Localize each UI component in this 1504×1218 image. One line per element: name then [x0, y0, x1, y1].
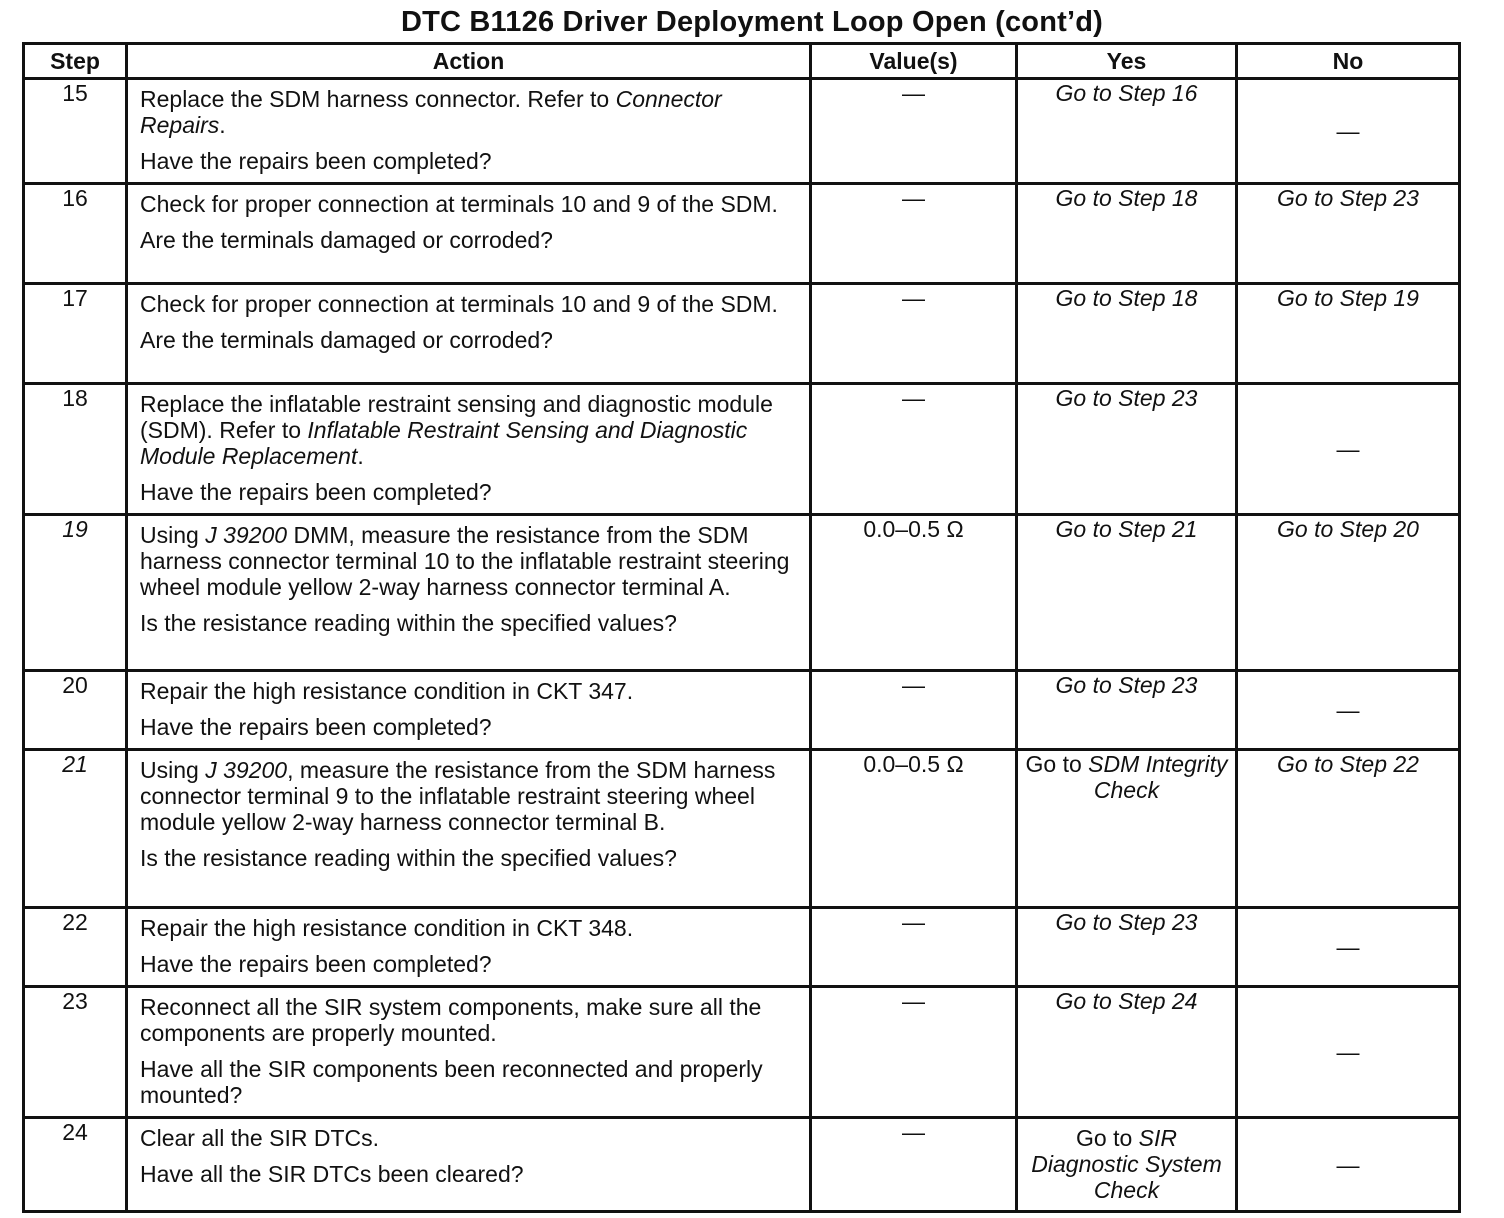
yes-cell — [1017, 184, 1237, 284]
action-text-part: Clear all the SIR DTCs. — [140, 1125, 380, 1151]
action-text — [140, 191, 799, 217]
yes-link: Go to Step 18 — [1055, 185, 1198, 211]
action-text — [140, 678, 799, 704]
yes-cell — [1017, 79, 1237, 184]
table-row — [24, 284, 1460, 384]
yes-cell — [1017, 384, 1237, 515]
diagnostic-table — [22, 42, 1461, 1213]
action-cell — [127, 184, 811, 284]
table-row — [24, 908, 1460, 987]
yes-cell — [1017, 284, 1237, 384]
action-reference: Connector Repairs — [140, 86, 722, 138]
action-text-part: . — [357, 443, 364, 469]
no-cell: — — [1237, 79, 1460, 184]
yes-text: Go to — [1076, 1125, 1139, 1151]
table-row — [24, 79, 1460, 184]
step-number: 24 — [24, 1118, 127, 1212]
value-cell: — — [811, 908, 1017, 987]
table-row — [24, 987, 1460, 1118]
action-text — [140, 994, 799, 1046]
no-cell: Go to Step 23 — [1237, 184, 1460, 284]
action-cell — [127, 79, 811, 184]
action-cell — [127, 987, 811, 1118]
action-text-part: Repair the high resistance condition in CKT 347. — [140, 678, 634, 704]
action-text-part: Replace the SDM harness connector. Refer to — [140, 86, 616, 112]
table-row — [24, 184, 1460, 284]
step-number: 19 — [24, 515, 127, 671]
value-cell: — — [811, 671, 1017, 750]
value-cell: — — [811, 79, 1017, 184]
action-question: Have the repairs been completed? — [140, 951, 492, 977]
header-row — [24, 44, 1460, 79]
step-number: 18 — [24, 384, 127, 515]
yes-link: Go to Step 24 — [1055, 988, 1198, 1014]
action-question: Are the terminals damaged or corroded? — [140, 227, 553, 253]
action-question: Have the repairs been completed? — [140, 714, 492, 740]
yes-link: Go to Step 23 — [1055, 672, 1198, 698]
no-cell: — — [1237, 987, 1460, 1118]
action-cell — [127, 515, 811, 671]
no-cell: — — [1237, 384, 1460, 515]
no-cell: Go to Step 22 — [1237, 750, 1460, 908]
step-number: 21 — [24, 750, 127, 908]
action-reference: Inflatable Restraint Sensing and Diagnostic Module Replacement — [140, 417, 748, 469]
step-number: 23 — [24, 987, 127, 1118]
step-number: 20 — [24, 671, 127, 750]
yes-link: SIR Diagnostic System Check — [1031, 1125, 1222, 1203]
action-text-part: Replace the inflatable restraint sensing and diagnostic module (SDM). Refer to — [140, 391, 773, 443]
action-question: Is the resistance reading within the specified values? — [140, 610, 677, 636]
column-header-action: Action — [127, 44, 811, 79]
action-text-part: , measure the resistance from the SDM harness connector terminal 9 to the inflatable restraint steering wheel module yellow 2-way harness connector terminal B. — [140, 757, 776, 835]
no-cell: — — [1237, 671, 1460, 750]
value-cell: 0.0–0.5 Ω — [811, 750, 1017, 908]
action-cell — [127, 671, 811, 750]
action-text-part: Using — [140, 522, 206, 548]
action-text-part: Check for proper connection at terminals 10 and 9 of the SDM. — [140, 191, 778, 217]
action-text-part: DMM, measure the resistance from the SDM harness connector terminal 10 to the inflatable restraint steering wheel module yellow 2-way harness connector terminal A. — [140, 522, 790, 600]
action-question: Have all the SIR components been reconnected and properly mounted? — [140, 1056, 763, 1108]
table-row — [24, 750, 1460, 908]
table-row — [24, 384, 1460, 515]
yes-link: Go to Step 16 — [1055, 80, 1198, 106]
page-title: DTC B1126 Driver Deployment Loop Open (cont’d) — [400, 6, 1104, 38]
action-text-part: Check for proper connection at terminals 10 and 9 of the SDM. — [140, 291, 778, 317]
action-question: Have the repairs been completed? — [140, 148, 492, 174]
table-row — [24, 1118, 1460, 1212]
action-cell — [127, 750, 811, 908]
no-cell: — — [1237, 908, 1460, 987]
step-number: 22 — [24, 908, 127, 987]
yes-text: Go to — [1025, 751, 1089, 777]
action-cell — [127, 284, 811, 384]
yes-cell — [1017, 671, 1237, 750]
no-cell: Go to Step 20 — [1237, 515, 1460, 671]
column-header-values: Value(s) — [811, 44, 1017, 79]
column-header-step: Step — [24, 44, 127, 79]
action-cell — [127, 1118, 811, 1212]
action-text — [140, 291, 799, 317]
action-text — [140, 391, 799, 469]
action-text — [140, 757, 799, 835]
value-cell: — — [811, 384, 1017, 515]
yes-link: SDM Integrity Check — [1088, 751, 1228, 803]
value-cell: — — [811, 284, 1017, 384]
value-cell: — — [811, 184, 1017, 284]
action-reference: J 39200 — [205, 757, 288, 783]
action-question: Have all the SIR DTCs been cleared? — [140, 1161, 524, 1187]
action-cell — [127, 384, 811, 515]
action-reference: J 39200 — [205, 522, 288, 548]
yes-cell — [1017, 750, 1237, 908]
action-text-part: Using — [140, 757, 206, 783]
step-number: 17 — [24, 284, 127, 384]
yes-cell — [1017, 908, 1237, 987]
action-question: Are the terminals damaged or corroded? — [140, 327, 553, 353]
action-question: Have the repairs been completed? — [140, 479, 492, 505]
yes-link: Go to Step 21 — [1055, 516, 1198, 542]
yes-link: Go to Step 23 — [1055, 385, 1198, 411]
table-row — [24, 671, 1460, 750]
action-text — [140, 1125, 799, 1151]
action-cell — [127, 908, 811, 987]
step-number: 15 — [24, 79, 127, 184]
value-cell: — — [811, 987, 1017, 1118]
column-header-yes: Yes — [1017, 44, 1237, 79]
step-number: 16 — [24, 184, 127, 284]
yes-link: Go to Step 18 — [1055, 285, 1198, 311]
yes-link: Go to Step 23 — [1055, 909, 1198, 935]
action-text — [140, 86, 799, 138]
value-cell: — — [811, 1118, 1017, 1212]
no-cell: — — [1237, 1118, 1460, 1212]
action-question: Is the resistance reading within the specified values? — [140, 845, 677, 871]
yes-cell — [1017, 515, 1237, 671]
action-text — [140, 915, 799, 941]
yes-cell — [1017, 1118, 1237, 1212]
column-header-no: No — [1237, 44, 1460, 79]
action-text-part: . — [219, 112, 226, 138]
table-row — [24, 515, 1460, 671]
action-text-part: Repair the high resistance condition in CKT 348. — [140, 915, 634, 941]
yes-cell — [1017, 987, 1237, 1118]
value-cell: 0.0–0.5 Ω — [811, 515, 1017, 671]
no-cell: Go to Step 19 — [1237, 284, 1460, 384]
action-text — [140, 522, 799, 600]
action-text-part: Reconnect all the SIR system components, make sure all the components are properly mounted. — [140, 994, 762, 1046]
